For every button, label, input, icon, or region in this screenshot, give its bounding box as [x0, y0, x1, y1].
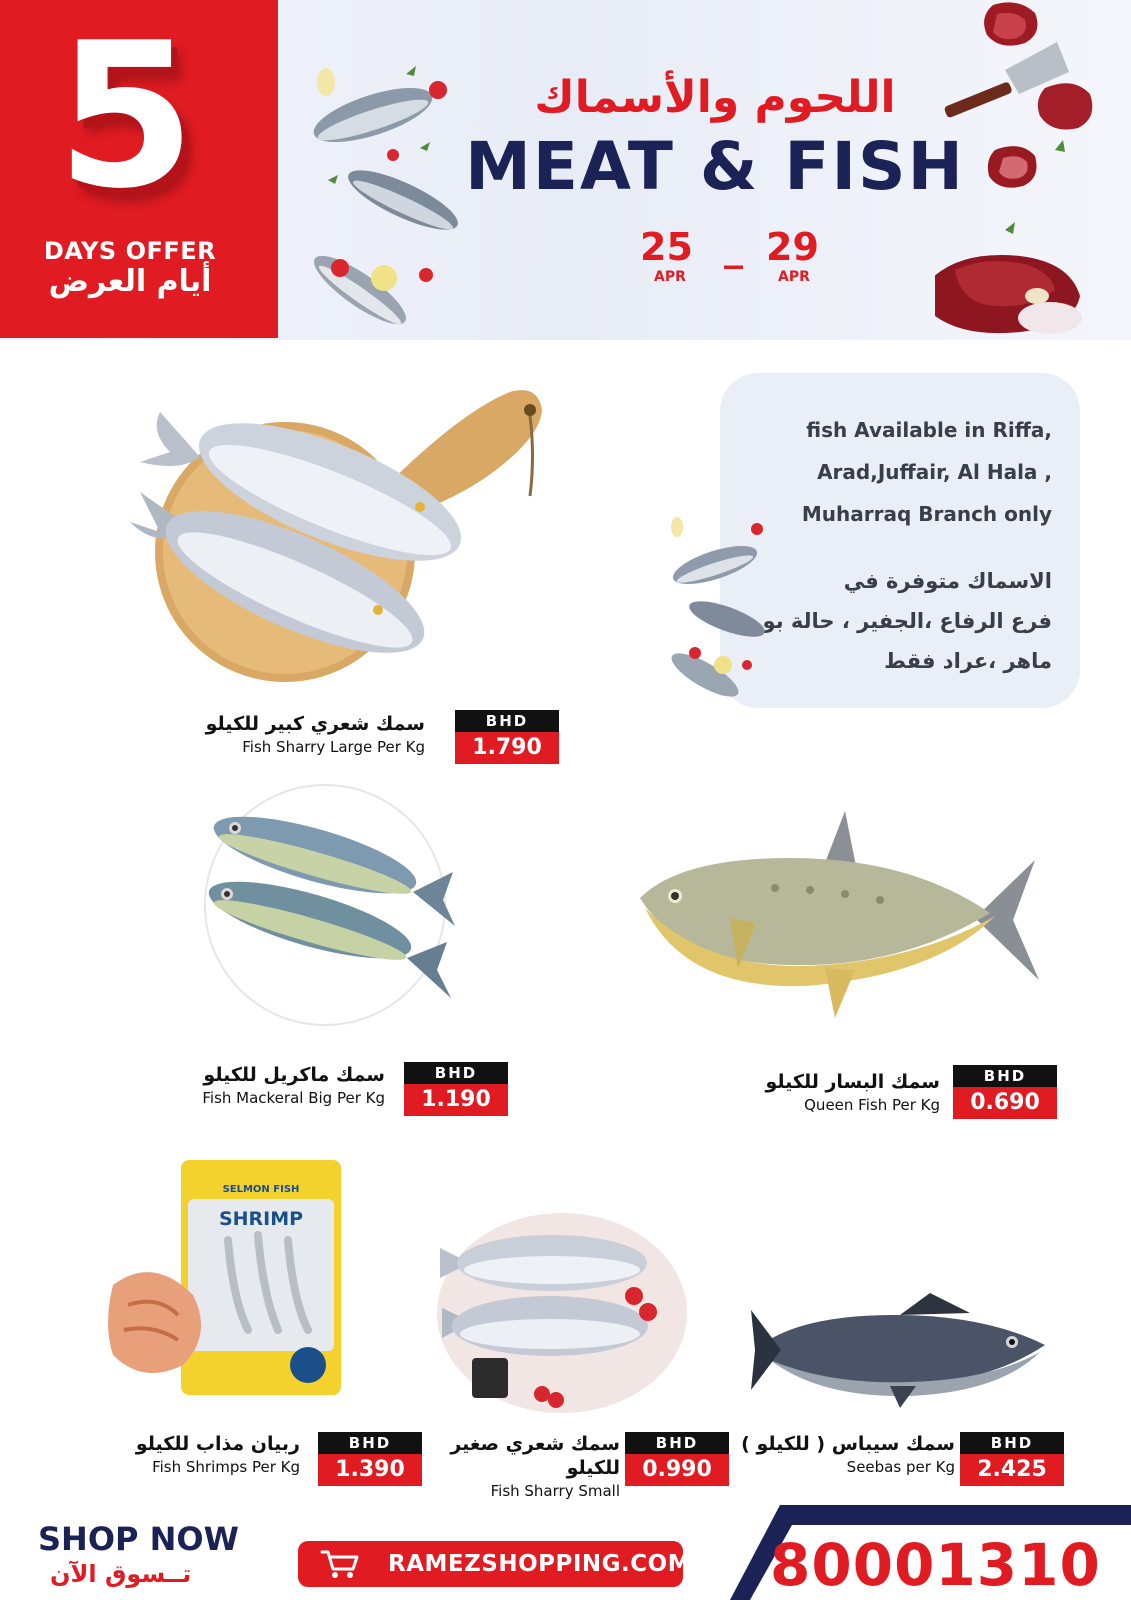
product-name-en: Fish Sharry Large Per Kg — [242, 738, 425, 756]
price-currency: BHD — [318, 1432, 422, 1454]
product-label-sharry-large — [170, 712, 425, 758]
date-end-day: 29 — [766, 225, 819, 269]
website-url: RAMEZSHOPPING.COM — [388, 1551, 692, 1577]
price-tag-queen-fish — [953, 1065, 1057, 1119]
availability-text-ar — [752, 561, 1052, 681]
price-currency: BHD — [625, 1432, 729, 1454]
price-value: 0.690 — [953, 1087, 1057, 1119]
product-label-mackerel — [140, 1063, 385, 1109]
product-name-en: Fish Mackeral Big Per Kg — [202, 1089, 385, 1107]
shrimp-pack-brand: SELMON FISH — [222, 1184, 300, 1195]
product-name-ar: سمك البسار للكيلو — [765, 1071, 940, 1093]
shop-now-label-ar: تــسوق الآن — [50, 1560, 192, 1588]
product-label-shrimps — [95, 1432, 300, 1478]
product-label-queen-fish — [700, 1070, 940, 1116]
date-start-day: 25 — [640, 225, 693, 269]
shop-now-label-en: SHOP NOW — [38, 1520, 239, 1558]
product-name-en: Fish Shrimps Per Kg — [152, 1458, 300, 1476]
availability-line-ar: فرع الرفاع ،الجفير ، حالة بو — [762, 609, 1052, 633]
price-currency: BHD — [404, 1062, 508, 1084]
price-value: 1.190 — [404, 1084, 508, 1116]
price-currency: BHD — [455, 710, 559, 732]
availability-line-ar: الاسماك متوفرة في — [843, 569, 1052, 593]
title-arabic: اللحوم والأسماك — [534, 72, 896, 123]
date-end-month: APR — [778, 269, 810, 285]
price-value: 2.425 — [960, 1454, 1064, 1486]
price-tag-sharry-large — [455, 710, 559, 764]
price-value: 0.990 — [625, 1454, 729, 1486]
price-currency: BHD — [960, 1432, 1064, 1454]
website-link-button[interactable] — [298, 1541, 692, 1587]
days-offer-label-en: DAYS OFFER — [43, 237, 217, 265]
price-tag-sharry-small — [625, 1432, 729, 1486]
price-value: 1.390 — [318, 1454, 422, 1486]
price-currency: BHD — [953, 1065, 1057, 1087]
queen-fish-image — [635, 808, 1055, 1023]
hotline-phone-number[interactable]: 80001310 — [770, 1531, 1101, 1599]
title-english: MEAT & FISH — [465, 128, 965, 205]
fish-sharry-small-image — [432, 1208, 692, 1418]
shopping-cart-icon — [320, 1548, 360, 1580]
fish-swirl-illustration — [298, 60, 468, 340]
availability-line-en: Arad,Juffair, Al Hala , — [817, 460, 1052, 484]
product-name-en: Fish Sharry Small — [490, 1482, 620, 1500]
date-start-month: APR — [654, 269, 686, 285]
meat-cuts-illustration — [935, 0, 1131, 340]
small-fish-swirl-illustration — [665, 515, 775, 715]
product-name-ar: ربيان مذاب للكيلو — [135, 1433, 300, 1455]
product-name-ar: سمك سيباس ( للكيلو ) — [741, 1433, 955, 1455]
product-name-ar: سمك شعري كبير للكيلو — [205, 713, 425, 735]
product-name-en: Queen Fish Per Kg — [804, 1096, 940, 1114]
product-name-ar: سمك ماكريل للكيلو — [203, 1064, 385, 1086]
availability-line-en: fish Available in Riffa, — [806, 418, 1052, 442]
price-tag-mackerel — [404, 1062, 508, 1116]
price-value: 1.790 — [455, 732, 559, 764]
availability-line-en: Muharraq Branch only — [801, 502, 1052, 526]
price-tag-seebas — [960, 1432, 1064, 1486]
product-name-en: Seebas per Kg — [846, 1458, 955, 1476]
product-name-ar: سمك شعري صغير للكيلو — [450, 1433, 620, 1479]
fish-mackerel-image — [195, 780, 495, 1035]
offer-date-range — [640, 225, 830, 285]
date-separator: _ — [724, 225, 743, 269]
availability-line-ar: ماهر ،عراد فقط — [884, 649, 1052, 673]
product-label-seebas — [735, 1432, 955, 1478]
shrimp-pack-label: SHRIMP — [218, 1208, 304, 1230]
days-offer-badge — [0, 0, 278, 338]
seebas-fish-image — [750, 1290, 1060, 1410]
product-label-sharry-small — [405, 1432, 620, 1502]
offer-days-number: 5 — [56, 0, 196, 233]
availability-text-en — [752, 409, 1052, 535]
fish-sharry-large-image — [120, 382, 570, 682]
days-offer-label-ar: أيام العرض — [48, 264, 212, 299]
